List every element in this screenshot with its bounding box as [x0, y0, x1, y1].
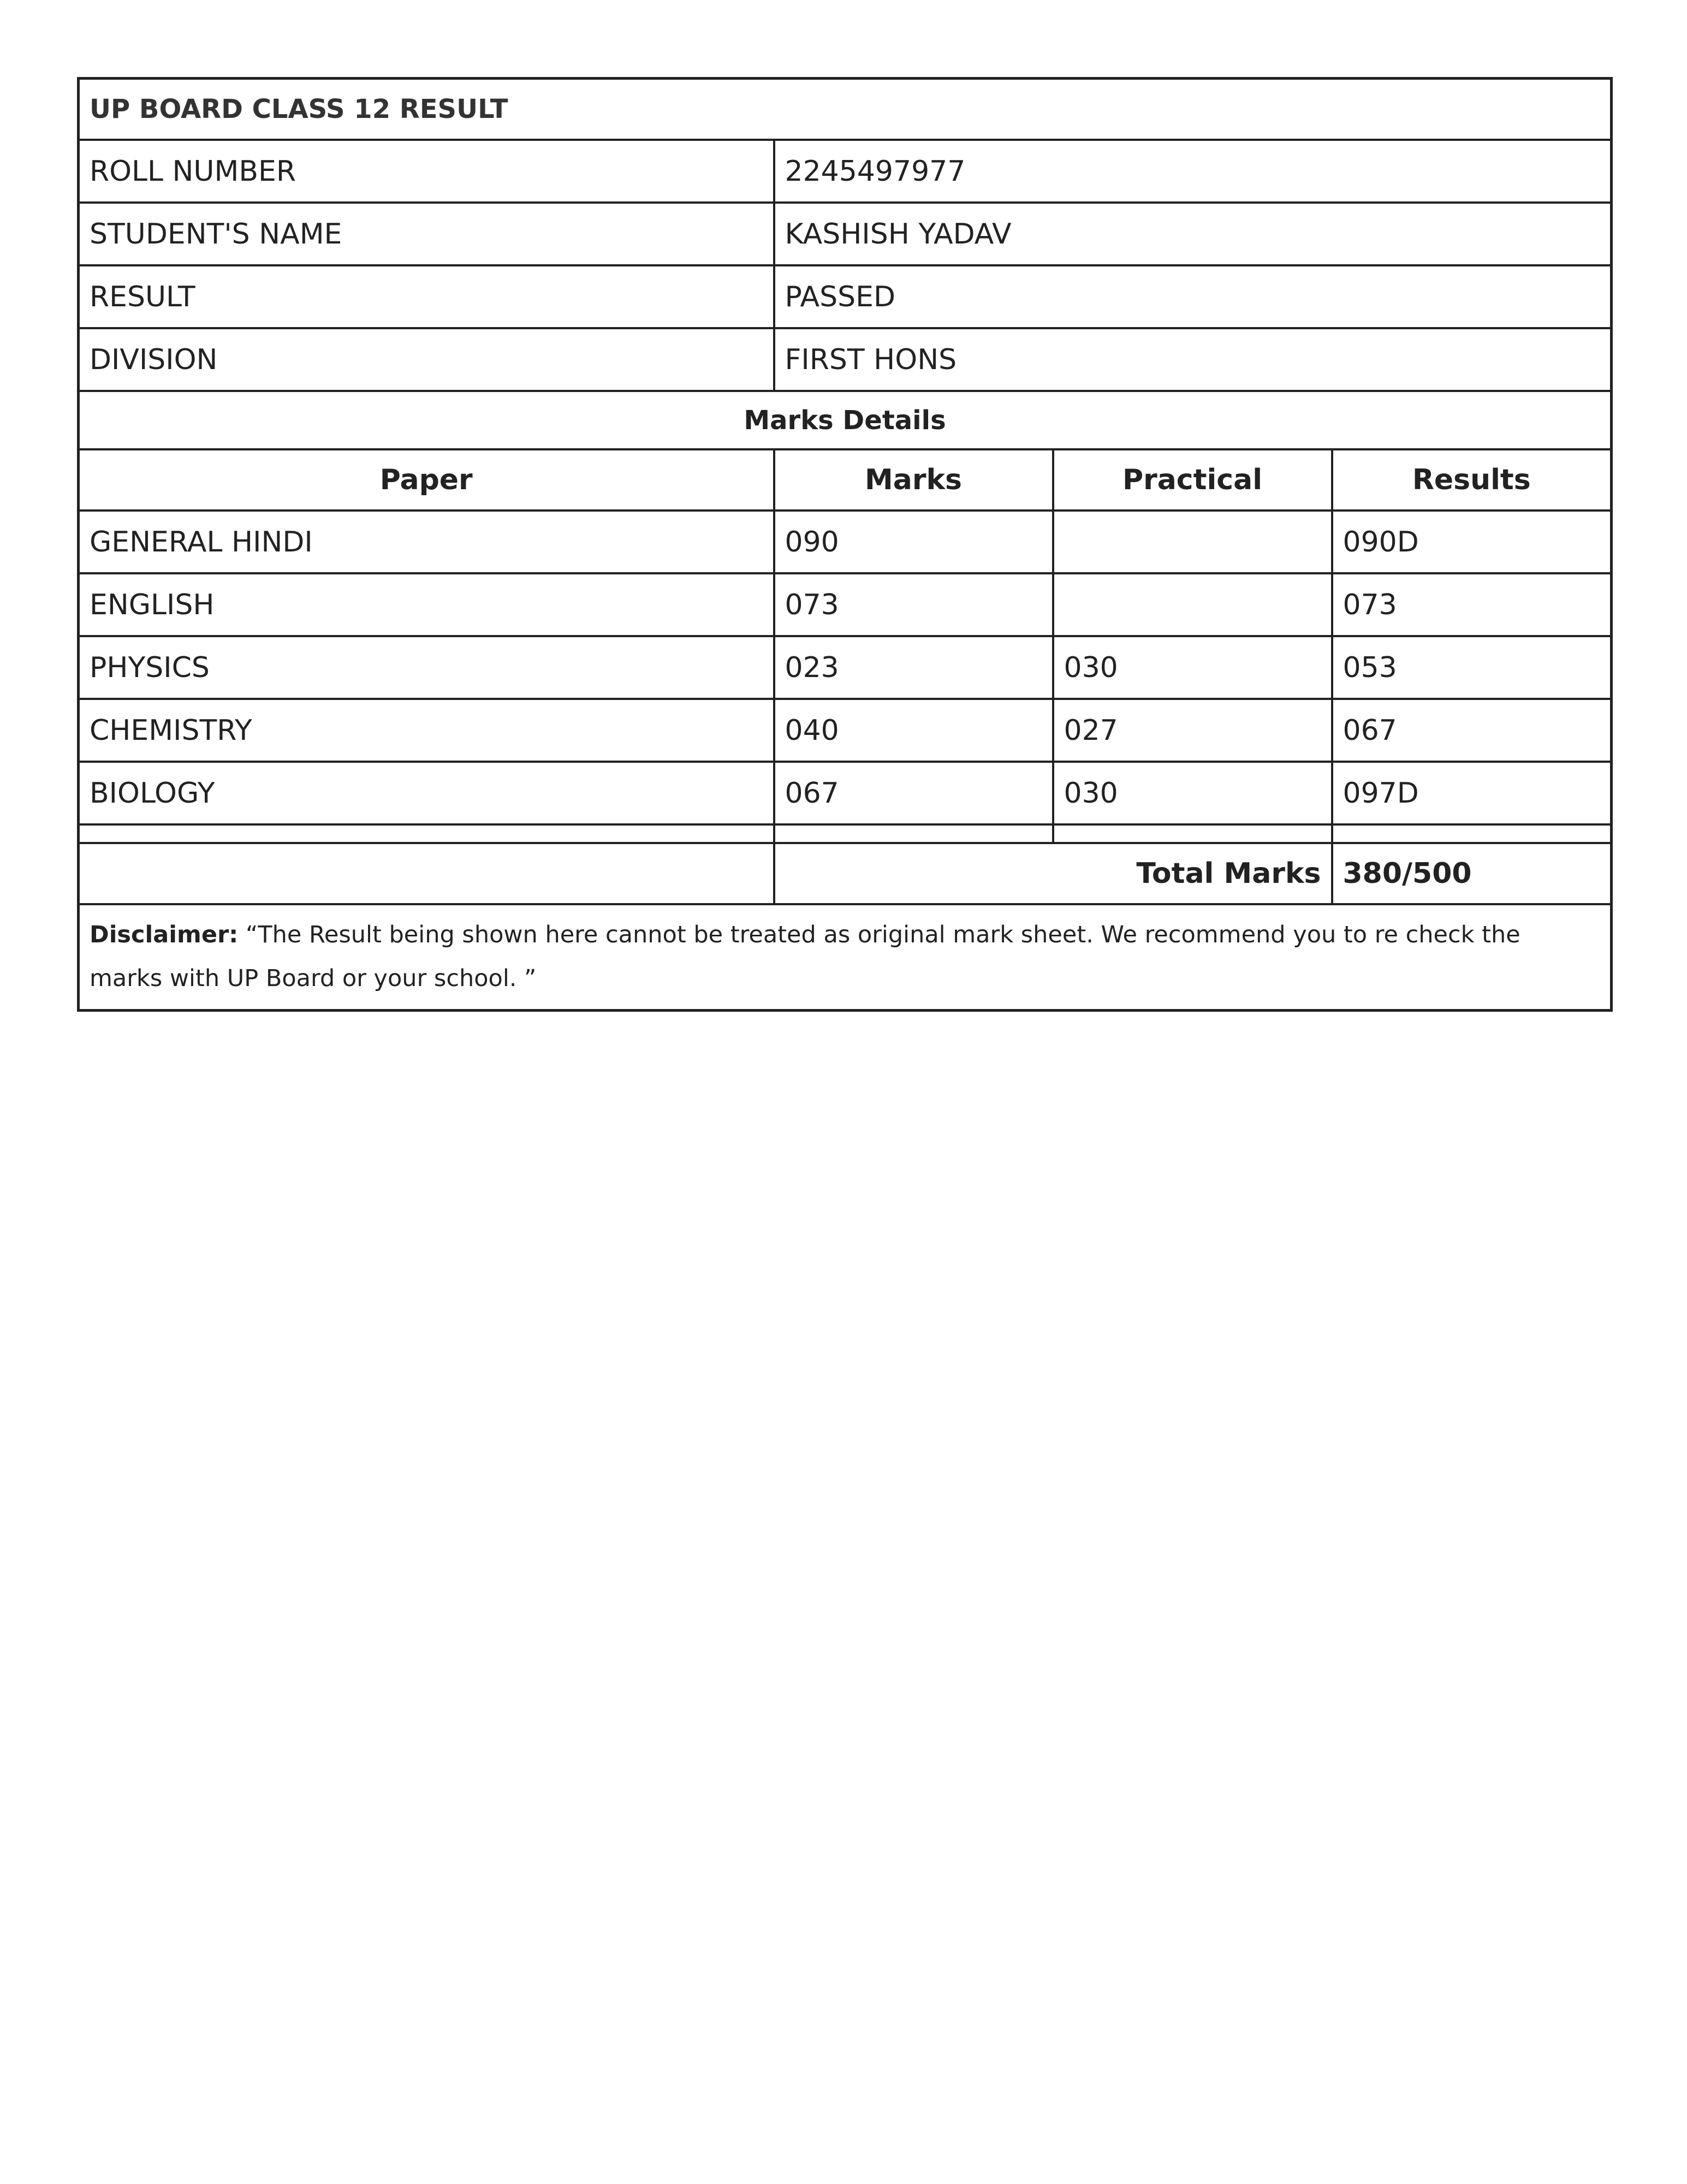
subject-marks: 073 — [774, 573, 1053, 636]
subject-row — [79, 762, 1612, 824]
empty-cell — [1332, 824, 1612, 843]
info-label: DIVISION — [79, 328, 774, 391]
info-label: ROLL NUMBER — [79, 140, 774, 203]
info-row-result — [79, 265, 1612, 328]
roll-number-value: 2245497977 — [774, 140, 1612, 203]
empty-cell — [79, 824, 774, 843]
info-row-division — [79, 328, 1612, 391]
subject-paper: PHYSICS — [79, 636, 774, 699]
result-title: UP BOARD CLASS 12 RESULT — [79, 79, 1612, 140]
empty-cell — [1053, 824, 1332, 843]
subject-paper: CHEMISTRY — [79, 699, 774, 762]
column-header-practical: Practical — [1053, 449, 1332, 511]
subject-row — [79, 699, 1612, 762]
result-value: PASSED — [774, 265, 1612, 328]
subject-marks: 067 — [774, 762, 1053, 824]
subject-paper: ENGLISH — [79, 573, 774, 636]
subject-result: 053 — [1332, 636, 1612, 699]
subject-row — [79, 511, 1612, 573]
total-marks-label: Total Marks — [774, 843, 1332, 904]
info-row-roll-number — [79, 140, 1612, 203]
column-header-results: Results — [1332, 449, 1612, 511]
title-row — [79, 79, 1612, 140]
info-row-student-name — [79, 203, 1612, 265]
subject-paper: BIOLOGY — [79, 762, 774, 824]
subject-paper: GENERAL HINDI — [79, 511, 774, 573]
marks-header-row — [79, 449, 1612, 511]
empty-row — [79, 824, 1612, 843]
subject-result: 067 — [1332, 699, 1612, 762]
subject-row — [79, 636, 1612, 699]
disclaimer-text: “The Result being shown here cannot be treated as original mark sheet. We recommend you to re check the marks with UP Board or your school. ” — [90, 921, 1520, 992]
total-row — [79, 843, 1612, 904]
subject-marks: 040 — [774, 699, 1053, 762]
subject-result: 073 — [1332, 573, 1612, 636]
total-marks-value: 380/500 — [1332, 843, 1612, 904]
disclaimer-label: Disclaimer: — [90, 921, 239, 948]
disclaimer — [79, 904, 1612, 1011]
subject-result: 097D — [1332, 762, 1612, 824]
subject-row — [79, 573, 1612, 636]
subject-result: 090D — [1332, 511, 1612, 573]
disclaimer-row — [79, 904, 1612, 1011]
student-name-value: KASHISH YADAV — [774, 203, 1612, 265]
subject-practical — [1053, 573, 1332, 636]
info-label: STUDENT'S NAME — [79, 203, 774, 265]
column-header-paper: Paper — [79, 449, 774, 511]
column-header-marks: Marks — [774, 449, 1053, 511]
marks-section-title: Marks Details — [79, 391, 1612, 449]
marks-section-row — [79, 391, 1612, 449]
subject-practical — [1053, 511, 1332, 573]
division-value: FIRST HONS — [774, 328, 1612, 391]
subject-practical: 027 — [1053, 699, 1332, 762]
empty-cell — [774, 824, 1053, 843]
result-table — [77, 77, 1613, 1012]
empty-cell — [79, 843, 774, 904]
info-label: RESULT — [79, 265, 774, 328]
subject-practical: 030 — [1053, 762, 1332, 824]
subject-marks: 023 — [774, 636, 1053, 699]
subject-marks: 090 — [774, 511, 1053, 573]
subject-practical: 030 — [1053, 636, 1332, 699]
